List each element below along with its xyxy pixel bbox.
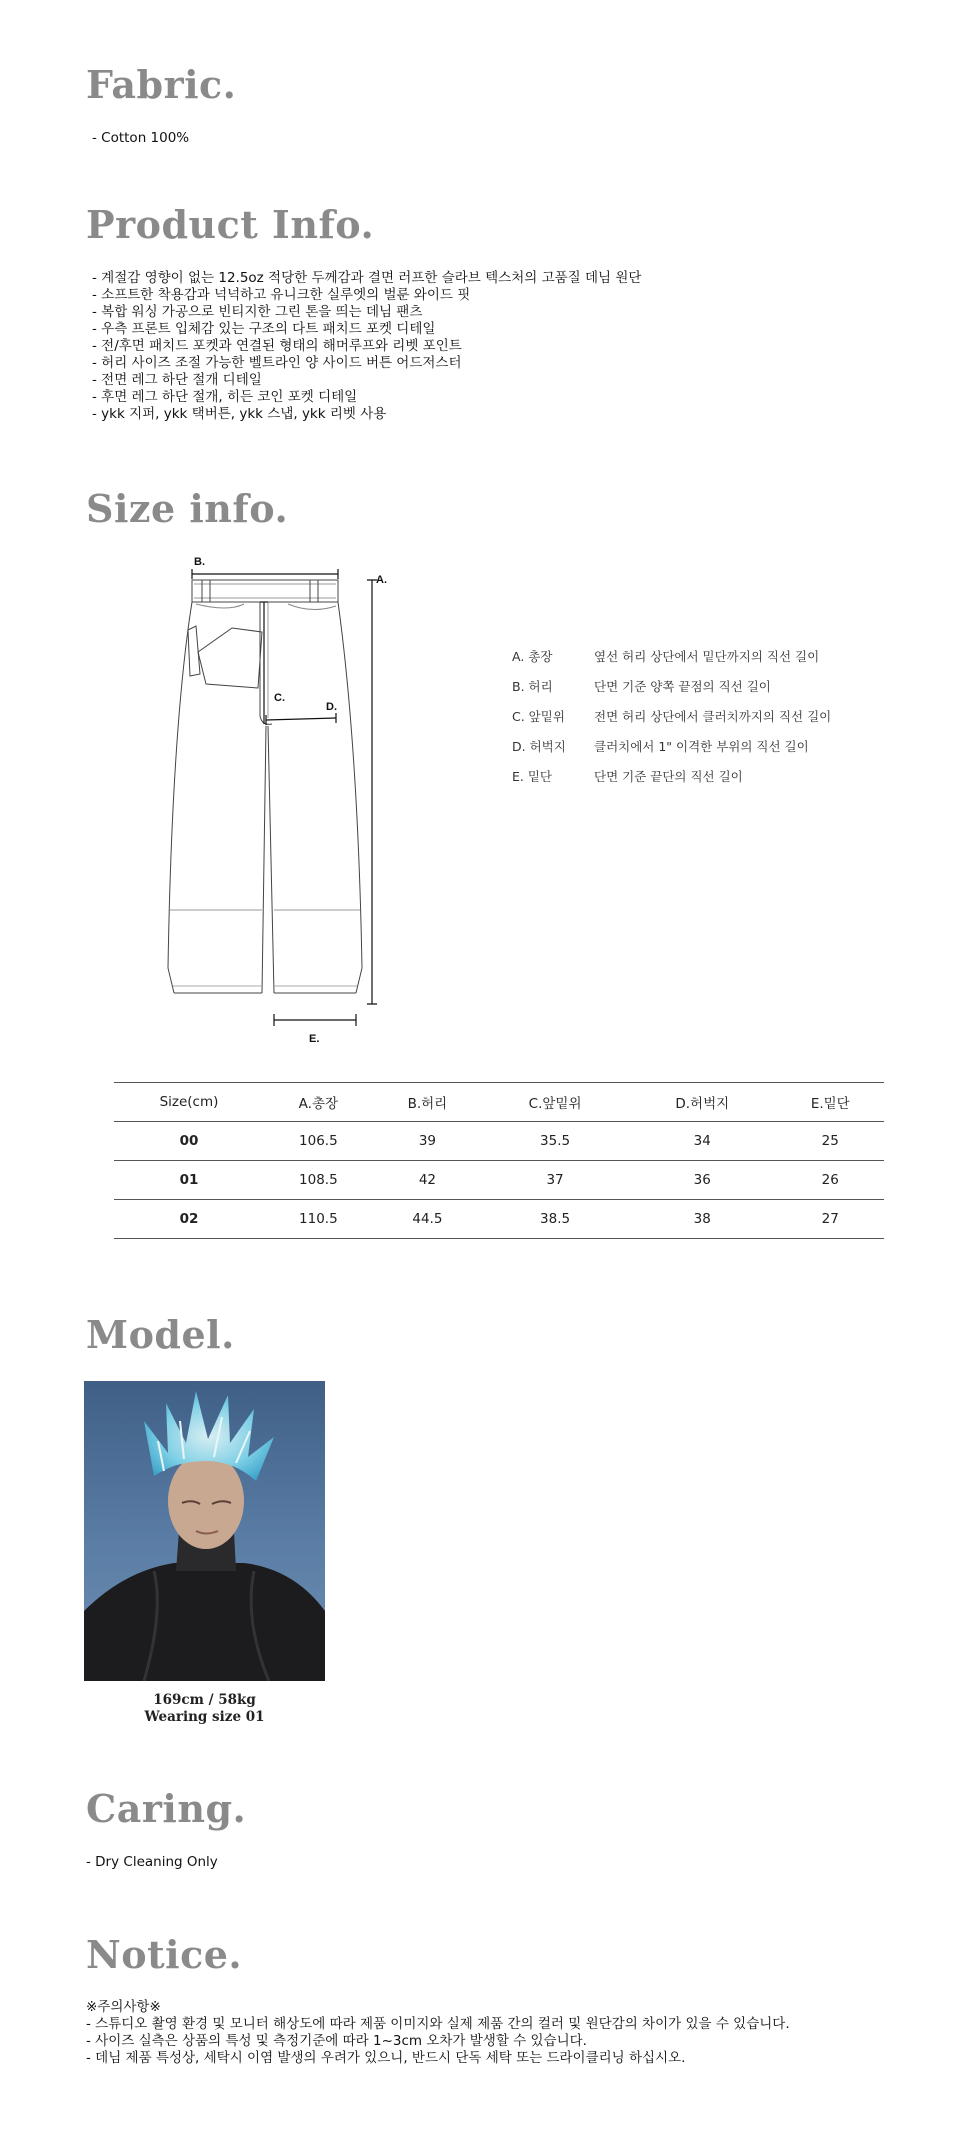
table-cell: 42	[373, 1161, 482, 1200]
legend-desc: 옆선 허리 상단에서 밑단까지의 직선 길이	[594, 649, 820, 664]
table-row	[114, 1161, 884, 1200]
notice-line: - 데님 제품 특성상, 세탁시 이염 발생의 우려가 있으니, 반드시 단독 세탁 또는 드라이클리닝 하십시오.	[86, 2050, 686, 2066]
right-leg-outline	[338, 602, 362, 993]
model-measurements: 169cm / 58kg	[153, 1692, 256, 1708]
product-info-line: - 전/후면 패치드 포켓과 연결된 형태의 해머루프와 리벳 포인트	[92, 338, 462, 354]
legend-key: D. 허벅지	[512, 739, 566, 754]
product-info-line: - 우측 프론트 입체감 있는 구조의 다트 패치드 포켓 디테일	[92, 321, 436, 337]
measurement-legend	[512, 647, 831, 797]
belt-loop	[202, 580, 210, 602]
legend-desc: 전면 허리 상단에서 클러치까지의 직선 길이	[594, 709, 832, 724]
patch-pocket-outline	[198, 628, 262, 688]
fabric-line: - Cotton 100%	[92, 130, 190, 146]
thigh-measure-line	[266, 718, 336, 720]
pants-measurement-diagram	[150, 548, 410, 1048]
fabric-lines	[92, 130, 189, 147]
legend-desc: 클러치에서 1" 이격한 부위의 직선 길이	[594, 739, 809, 754]
table-cell: 39	[373, 1122, 482, 1161]
fabric-heading: Fabric.	[86, 62, 237, 107]
left-leg-outline	[168, 602, 192, 993]
notice-line: - 스튜디오 촬영 환경 및 모니터 해상도에 따라 제품 이미지와 실제 제품 간의 컬러 및 원단감의 차이가 있을 수 있습니다.	[86, 2016, 790, 2032]
caring-lines	[86, 1854, 218, 1871]
label-b: B.	[194, 556, 205, 568]
notice-line: ※주의사항※	[86, 1999, 161, 2015]
caring-heading: Caring.	[86, 1786, 247, 1831]
table-row	[114, 1200, 884, 1239]
product-info-heading: Product Info.	[86, 202, 375, 247]
table-cell: 26	[777, 1161, 884, 1200]
waistband-outline	[192, 580, 338, 602]
legend-key: B. 허리	[512, 679, 553, 694]
product-info-line: - 복합 워싱 가공으로 빈티지한 그린 톤을 띄는 데님 팬츠	[92, 304, 423, 320]
table-cell: 34	[628, 1122, 777, 1161]
table-cell: 38	[628, 1200, 777, 1239]
legend-key: C. 앞밑위	[512, 709, 565, 724]
table-cell: 35.5	[482, 1122, 628, 1161]
legend-key: E. 밑단	[512, 769, 552, 784]
size-cell: 02	[114, 1200, 264, 1239]
belt-loop	[310, 580, 318, 602]
model-wearing-size: Wearing size 01	[144, 1709, 265, 1725]
column-header: C.앞밑위	[482, 1083, 628, 1122]
column-header: E.밑단	[777, 1083, 884, 1122]
table-cell: 106.5	[264, 1122, 373, 1161]
product-info-line: - 허리 사이즈 조절 가능한 벨트라인 양 사이드 버튼 어드저스터	[92, 355, 462, 371]
label-a: A.	[376, 574, 387, 586]
label-d: D.	[326, 701, 337, 713]
size-info-heading: Size info.	[86, 486, 289, 531]
table-cell: 110.5	[264, 1200, 373, 1239]
column-header: A.총장	[264, 1083, 373, 1122]
table-cell: 25	[777, 1122, 884, 1161]
hammer-loop	[188, 626, 200, 676]
right-inseam	[268, 726, 274, 993]
size-table-header	[114, 1083, 884, 1122]
legend-row	[512, 677, 831, 707]
legend-desc: 단면 기준 끝단의 직선 길이	[594, 769, 743, 784]
legend-row	[512, 737, 831, 767]
size-table	[114, 1082, 884, 1239]
table-cell: 36	[628, 1161, 777, 1200]
product-info-line: - 계절감 영향이 없는 12.5oz 적당한 두께감과 결면 러프한 슬라브 텍스처의 고품질 데님 원단	[92, 270, 642, 286]
caring-line: - Dry Cleaning Only	[86, 1854, 218, 1870]
table-row	[114, 1122, 884, 1161]
table-cell: 37	[482, 1161, 628, 1200]
product-info-line: - 후면 레그 하단 절개, 히든 코인 포켓 디테일	[92, 389, 358, 405]
table-cell: 108.5	[264, 1161, 373, 1200]
table-cell: 27	[777, 1200, 884, 1239]
notice-lines	[86, 1999, 790, 2067]
column-header: Size(cm)	[114, 1083, 264, 1122]
product-info-line: - 소프트한 착용감과 넉넉하고 유니크한 실루엣의 벌룬 와이드 핏	[92, 287, 471, 303]
column-header: D.허벅지	[628, 1083, 777, 1122]
left-inseam	[262, 726, 266, 993]
product-info-line: - ykk 지퍼, ykk 택버튼, ykk 스냅, ykk 리벳 사용	[92, 406, 387, 422]
model-photo	[84, 1381, 325, 1681]
legend-row	[512, 707, 831, 737]
legend-row	[512, 647, 831, 677]
model-caption	[84, 1692, 325, 1726]
model-heading: Model.	[86, 1312, 235, 1357]
legend-key: A. 총장	[512, 649, 553, 664]
notice-heading: Notice.	[86, 1932, 243, 1977]
table-cell: 38.5	[482, 1200, 628, 1239]
column-header: B.허리	[373, 1083, 482, 1122]
product-info-lines	[92, 270, 641, 423]
size-cell: 00	[114, 1122, 264, 1161]
table-cell: 44.5	[373, 1200, 482, 1239]
product-info-line: - 전면 레그 하단 절개 디테일	[92, 372, 262, 388]
notice-line: - 사이즈 실측은 상품의 특성 및 측정기준에 따라 1~3cm 오차가 발생할 수 있습니다.	[86, 2033, 587, 2049]
label-e: E.	[309, 1033, 320, 1045]
size-cell: 01	[114, 1161, 264, 1200]
legend-desc: 단면 기준 양쪽 끝점의 직선 길이	[594, 679, 771, 694]
legend-row	[512, 767, 831, 797]
fly-outline	[260, 602, 272, 724]
label-c: C.	[274, 692, 285, 704]
